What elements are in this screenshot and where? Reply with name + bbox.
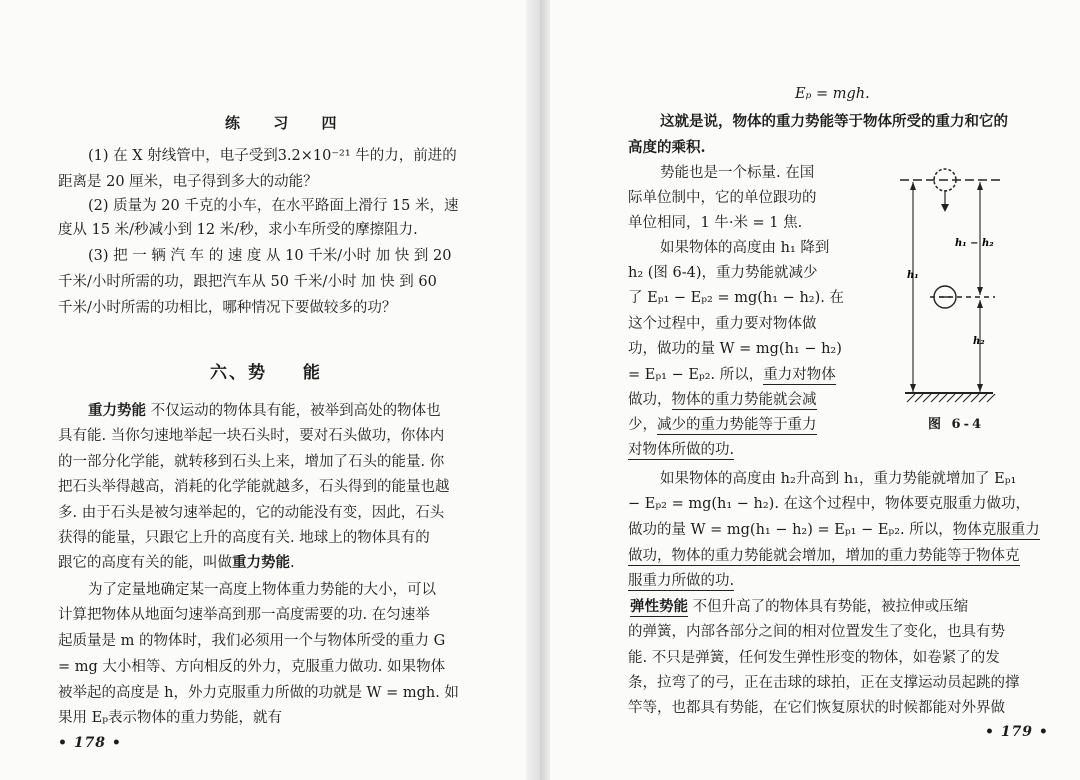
exercise-line: (1) 在 X 射线管中，电子受到3.2×10⁻²¹ 牛的力，前进的	[88, 148, 457, 164]
paragraph-line	[628, 520, 1040, 540]
paragraph-line: 被举起的高度是 h，外力克服重力所做的功就是 W = mgh. 如	[58, 685, 459, 701]
underlined-text: 做功，物体的重力势能就会增加，增加的重力势能等于物体克	[628, 548, 1020, 564]
paragraph-line	[628, 546, 1020, 566]
figure-6-4	[885, 160, 1035, 440]
paragraph-line: 把石头举得越高，消耗的化学能就越多，石头得到的能量也越	[58, 479, 450, 495]
paragraph-line: − Eₚ₂ = mg(h₁ − h₂). 在这个过程中，物体要克服重力做功，	[628, 496, 1031, 512]
paragraph-line: 果用 Eₚ表示物体的重力势能，就有	[58, 710, 282, 726]
paragraph-line: 起质量是 m 的物体时，我们必须用一个与物体所受的重力 G	[58, 633, 446, 649]
underlined-text: 服重力所做的功.	[628, 573, 735, 589]
book-gutter-shadow	[540, 0, 550, 780]
paragraph-line	[628, 571, 734, 591]
paragraph-line: 条，拉弯了的弓，正在击球的球拍，正在支撑运动员起跳的撑	[628, 675, 1020, 691]
paragraph-line	[628, 390, 817, 410]
paragraph-line: h₂ (图 6-4)，重力势能就减少	[628, 265, 818, 281]
paragraph-text: 做功的量 W = mg(h₁ − h₂) = Eₚ₁ − Eₚ₂. 所以，	[628, 522, 953, 538]
underlined-text: 重力对物体	[763, 367, 836, 383]
paragraph-line: 了 Eₚ₁ − Eₚ₂ = mg(h₁ − h₂). 在	[628, 290, 844, 306]
underlined-text: 减少的重力势能等于重力	[657, 417, 817, 433]
paragraph-line	[88, 401, 441, 421]
term-gravitational-potential-energy: 重力势能	[232, 554, 290, 571]
paragraph-line: 多. 由于石头是被匀速举起的，它的动能没有变，因此，石头	[58, 505, 445, 521]
paragraph-line: 竿等，也都具有势能，在它们恢复原状的时候都能对外界做	[628, 700, 1005, 716]
paragraph-line	[630, 597, 968, 617]
conclusion-line: 高度的乘积.	[628, 139, 706, 156]
paragraph-line: 单位相同，1 牛·米 = 1 焦.	[628, 215, 803, 231]
paragraph-text: 跟它的高度有关的能，叫做	[58, 555, 232, 571]
page-number-right: • 179 •	[985, 724, 1049, 740]
paragraph-text: .	[290, 555, 295, 571]
paragraph-line: 的一部分化学能，就转移到石头上来，增加了石头的能量. 你	[58, 454, 445, 470]
paragraph-line	[628, 440, 734, 460]
exercise-title: 练 习 四	[225, 114, 351, 132]
ground-hatching	[907, 394, 995, 402]
exercise-line: 距离是 20 厘米，电子得到多大的动能？	[58, 174, 318, 190]
paragraph-text: 做功，	[628, 392, 672, 408]
paragraph-line: 际单位制中，它的单位跟功的	[628, 190, 817, 206]
paragraph-text: 不仅运动的物体具有能，被举到高处的物体也	[146, 403, 441, 419]
paragraph-line: 如果物体的高度由 h₂升高到 h₁，重力势能就增加了 Eₚ₁	[660, 471, 1017, 487]
underlined-text: 对物体所做的功.	[628, 442, 735, 458]
underlined-text: 物体的重力势能就会减	[671, 392, 817, 408]
book-gutter	[526, 0, 540, 780]
exercise-line: 千米/小时所需的功，跟把汽车从 50 千米/小时 加 快 到 60	[58, 274, 437, 290]
label-h1-minus-h2: h₁ − h₂	[955, 238, 994, 249]
paragraph-line	[58, 553, 295, 573]
paragraph-line: 的弹簧，内部各部分之间的相对位置发生了变化，也具有势	[628, 624, 1005, 640]
exercise-line: 度从 15 米/秒减小到 12 米/秒，求小车所受的摩擦阻力.	[58, 222, 418, 238]
paragraph-line: 具有能. 当你匀速地举起一块石头时，要对石头做功，你体内	[58, 428, 445, 444]
paragraph-line: 这个过程中，重力要对物体做	[628, 316, 817, 332]
paragraph-line	[628, 365, 836, 385]
label-h2: h₂	[973, 336, 985, 347]
exercise-line: 千米/小时所需的功相比，哪种情况下要做较多的功？	[58, 300, 397, 316]
exercise-line: (3) 把 一 辆 汽 车 的 速 度 从 10 千米/小时 加 快 到 20	[88, 248, 452, 264]
term-elastic-potential-energy: 弹性势能	[630, 598, 688, 615]
paragraph-line: 能. 不只是弹簧，任何发生弹性形变的物体，如卷紧了的发	[628, 650, 1000, 666]
section-title: 六、势 能	[210, 363, 322, 383]
label-h1: h₁	[907, 270, 919, 281]
paragraph-line	[628, 415, 817, 435]
paragraph-line: = mg 大小相等、方向相反的外力，克服重力做功. 如果物体	[58, 659, 446, 675]
paragraph-line: 获得的能量，只跟它上升的高度有关. 地球上的物体具有的	[58, 530, 430, 546]
term-gravitational-potential-energy: 重力势能	[88, 402, 146, 419]
fall-arrowhead	[941, 204, 949, 212]
conclusion-line: 这就是说，物体的重力势能等于物体所受的重力和它的	[660, 113, 1008, 130]
underlined-text: 物体克服重力	[952, 522, 1040, 538]
paragraph-text: 少，	[628, 417, 657, 433]
paragraph-line: 如果物体的高度由 h₁ 降到	[660, 240, 830, 256]
paragraph-line: 为了定量地确定某一高度上物体重力势能的大小，可以	[88, 582, 436, 598]
figure-caption: 图 6-4	[928, 417, 985, 432]
equation-potential-energy: Eₚ = mgh.	[795, 86, 870, 102]
paragraph-line: 计算把物体从地面匀速举高到那一高度需要的功. 在匀速举	[58, 607, 430, 623]
paragraph-text: = Eₚ₁ − Eₚ₂. 所以，	[628, 367, 764, 383]
paragraph-text: 不但升高了的物体具有势能，被拉伸或压缩	[688, 599, 969, 615]
paragraph-line: 功，做功的量 W = mg(h₁ − h₂)	[628, 341, 842, 357]
paragraph-line: 势能也是一个标量. 在国	[660, 165, 815, 181]
exercise-line: (2) 质量为 20 千克的小车，在水平路面上滑行 15 米，速	[88, 198, 459, 214]
page-number-left: • 178 •	[58, 735, 122, 751]
